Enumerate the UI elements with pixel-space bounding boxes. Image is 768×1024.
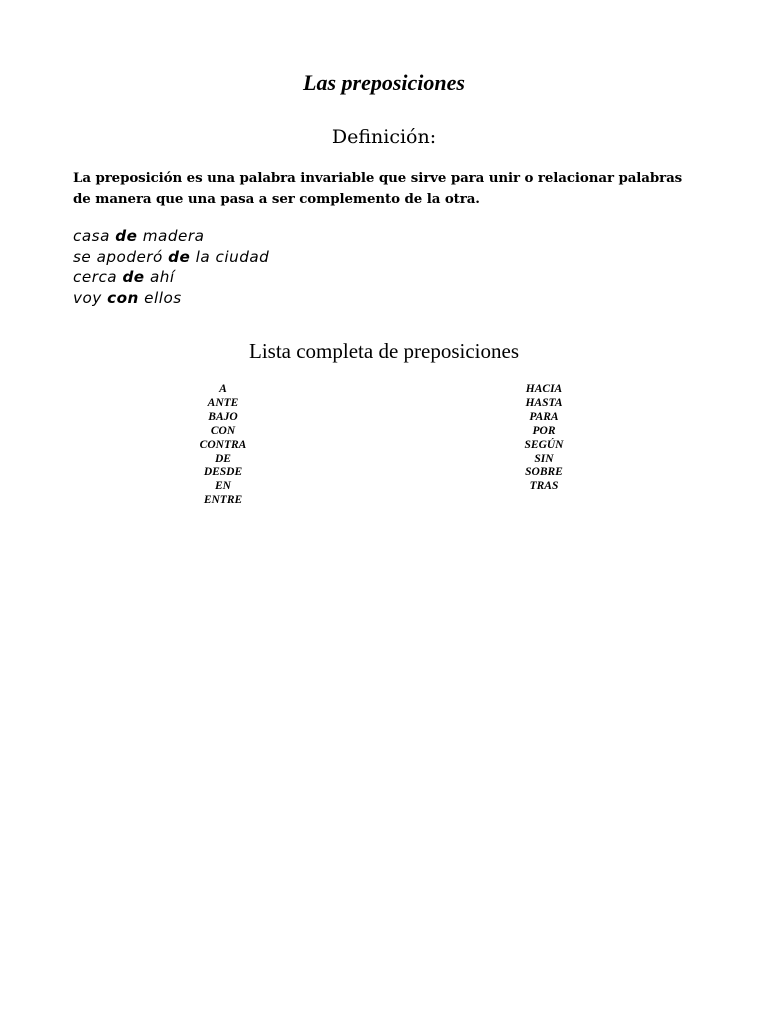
preposition-item: BAJO	[208, 410, 238, 423]
preposition-item: SOBRE	[525, 466, 563, 479]
preposition-item: A	[219, 383, 227, 395]
preposition-item: DESDE	[203, 466, 243, 479]
list-heading: Lista completa de preposiciones	[249, 339, 519, 363]
preposition-item: EN	[215, 480, 231, 493]
preposition-item: PARA	[529, 410, 559, 423]
preposition-item: CONTRA	[199, 438, 247, 451]
preposition-item: POR	[532, 424, 556, 437]
example-text-before: cerca	[73, 268, 123, 287]
preposition-item: ENTRE	[203, 494, 243, 507]
definition-heading: Definición:	[331, 126, 437, 148]
example-text-after: ellos	[138, 288, 182, 307]
example-preposition: de	[168, 247, 191, 266]
example-text-before: se apoderó	[73, 247, 169, 266]
example-line	[73, 267, 473, 288]
preposition-item: TRAS	[529, 480, 559, 493]
preposition-list-right	[484, 383, 604, 494]
definition-paragraph: La preposición es una palabra invariable que sirve para unir o relacionar palabras de manera que una pasa a ser complemento de la otra.	[73, 170, 683, 207]
preposition-item: HACIA	[525, 383, 563, 395]
preposition-list-left	[163, 383, 283, 508]
page-title: Las preposiciones	[303, 70, 465, 95]
preposition-item: SEGÚN	[524, 438, 564, 451]
example-text-before: voy	[73, 288, 108, 307]
example-preposition: de	[122, 268, 145, 287]
example-line	[73, 288, 473, 309]
preposition-item: HASTA	[525, 396, 563, 409]
preposition-item: DE	[215, 452, 231, 465]
example-line	[73, 226, 473, 247]
example-text-after: madera	[137, 227, 205, 245]
example-preposition: de	[115, 227, 138, 245]
example-text-after: ahí	[144, 268, 175, 287]
examples-list	[73, 226, 473, 308]
example-text-after: la ciudad	[190, 247, 270, 266]
preposition-item: SIN	[534, 452, 554, 465]
preposition-item: CON	[210, 424, 236, 437]
example-text-before: casa	[73, 227, 116, 245]
example-line	[73, 247, 473, 268]
preposition-item: ANTE	[207, 396, 239, 409]
example-preposition: con	[107, 288, 139, 307]
